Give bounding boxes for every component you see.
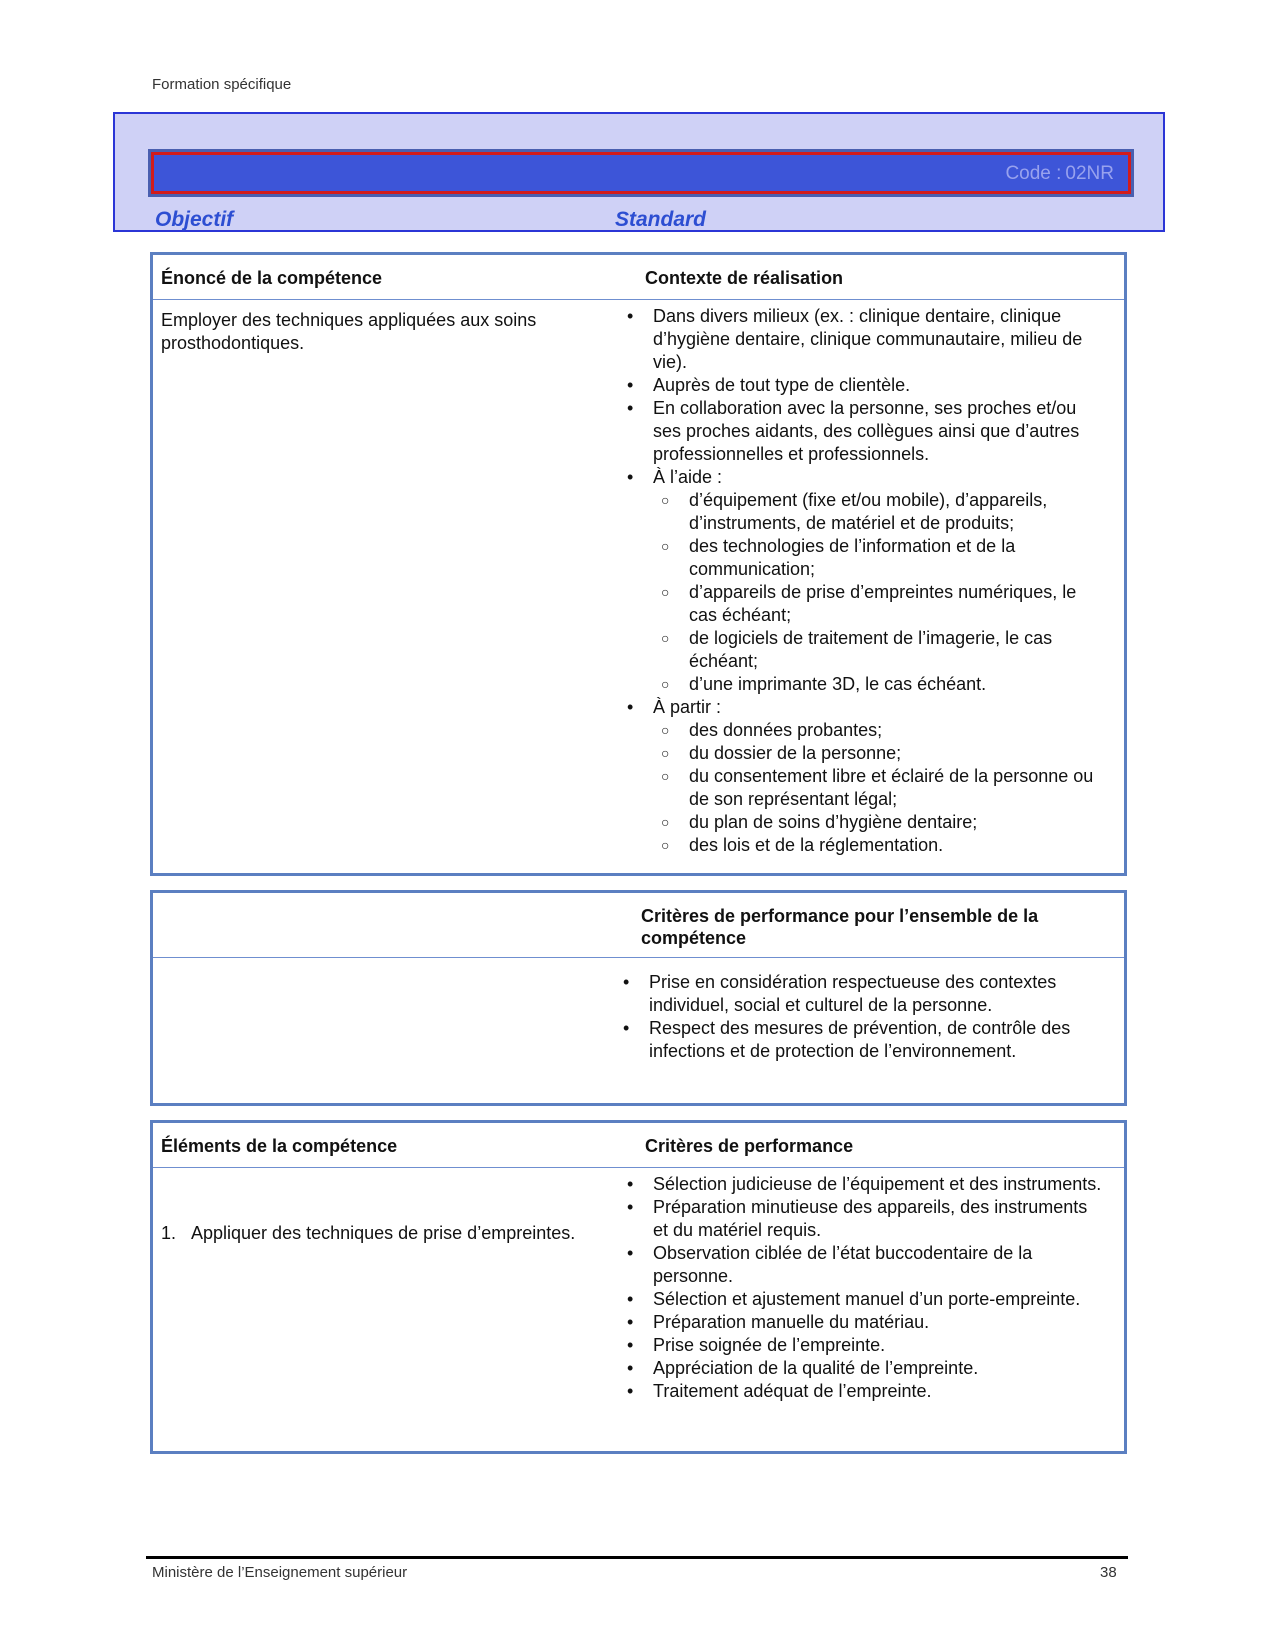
context-item: • Dans divers milieux (ex. : clinique dentaire, clinique d’hygiène dentaire, clinique communautaire, milieu de vie). [623, 305, 1103, 374]
performance-criteria-list [623, 1173, 1103, 1403]
context-list [623, 305, 1103, 857]
context-subitem: ○ des données probantes; [623, 719, 1103, 742]
header-band [113, 112, 1165, 232]
context-item: • En collaboration avec la personne, ses proches et/ou ses proches aidants, des collègues ainsi que d’autres professionnelles et professionnels. [623, 397, 1103, 466]
context-subitem: ○ d’une imprimante 3D, le cas échéant. [623, 673, 1103, 696]
list-item: • Observation ciblée de l’état buccodentaire de la personne. [623, 1242, 1103, 1288]
context-subitem: ○ d’appareils de prise d’empreintes numériques, le cas échéant; [623, 581, 1103, 627]
context-subitem: ○ des lois et de la réglementation. [623, 834, 1103, 857]
competency-statement-header [153, 255, 1124, 300]
competency-element [161, 1222, 631, 1245]
competency-elements-box [150, 1120, 1127, 1454]
element-text: Appliquer des techniques de prise d’empreintes. [191, 1223, 576, 1243]
standard-label: Standard [615, 208, 707, 231]
context-subitem: ○ des technologies de l’information et de la communication; [623, 535, 1103, 581]
footer-ministry: Ministère de l’Enseignement supérieur [152, 1564, 408, 1581]
element-number: 1. [161, 1223, 177, 1243]
context-subitem: ○ d’équipement (fixe et/ou mobile), d’appareils, d’instruments, de matériel et de produits; [623, 489, 1103, 535]
context-subitem: ○ du dossier de la personne; [623, 742, 1103, 765]
context-item: • Auprès de tout type de clientèle. [623, 374, 1103, 397]
list-item: • Prise soignée de l’empreinte. [623, 1334, 1103, 1357]
list-item: • Appréciation de la qualité de l’empreinte. [623, 1357, 1103, 1380]
global-criteria-box [150, 890, 1127, 1106]
code-label: Code : [1005, 163, 1062, 184]
list-item: • Traitement adéquat de l’empreinte. [623, 1380, 1103, 1403]
context-header: Contexte de réalisation [645, 268, 844, 288]
elements-header: Éléments de la compétence [161, 1136, 398, 1156]
context-item: • À partir : [623, 696, 1103, 719]
competency-statement-box [150, 252, 1127, 876]
list-item: • Préparation manuelle du matériau. [623, 1311, 1103, 1334]
list-item: • Sélection judicieuse de l’équipement et des instruments. [623, 1173, 1103, 1196]
competency-statement: Employer des techniques appliquées aux soins prosthodontiques. [161, 310, 537, 353]
context-subitem: ○ du plan de soins d’hygiène dentaire; [623, 811, 1103, 834]
list-item: • Respect des mesures de prévention, de contrôle des infections et de protection de l’environnement. [619, 1017, 1099, 1063]
global-criteria-title: Critères de performance pour l’ensemble de la compétence [641, 906, 1039, 948]
list-item: • Prise en considération respectueuse des contextes individuel, social et culturel de la personne. [619, 971, 1099, 1017]
statement-header: Énoncé de la compétence [161, 268, 383, 288]
page-number: 38 [1100, 1564, 1117, 1581]
global-criteria-header [153, 893, 1124, 958]
global-criteria-list [619, 971, 1099, 1063]
list-item: • Préparation minutieuse des appareils, des instruments et du matériel requis. [623, 1196, 1103, 1242]
context-item: • À l’aide : [623, 466, 1103, 489]
footer-rule [146, 1556, 1128, 1559]
page-header: Formation spécifique [152, 76, 292, 93]
competency-elements-header [153, 1123, 1124, 1168]
objectif-label: Objectif [155, 208, 234, 231]
list-item: • Sélection et ajustement manuel d’un porte-empreinte. [623, 1288, 1103, 1311]
context-subitem: ○ du consentement libre et éclairé de la personne ou de son représentant légal; [623, 765, 1103, 811]
code-value: 02NR [1065, 163, 1114, 184]
context-subitem: ○ de logiciels de traitement de l’imagerie, le cas échéant; [623, 627, 1103, 673]
code-bar [151, 152, 1131, 194]
competency-code [1001, 163, 1114, 185]
performance-criteria-header: Critères de performance [645, 1136, 854, 1156]
